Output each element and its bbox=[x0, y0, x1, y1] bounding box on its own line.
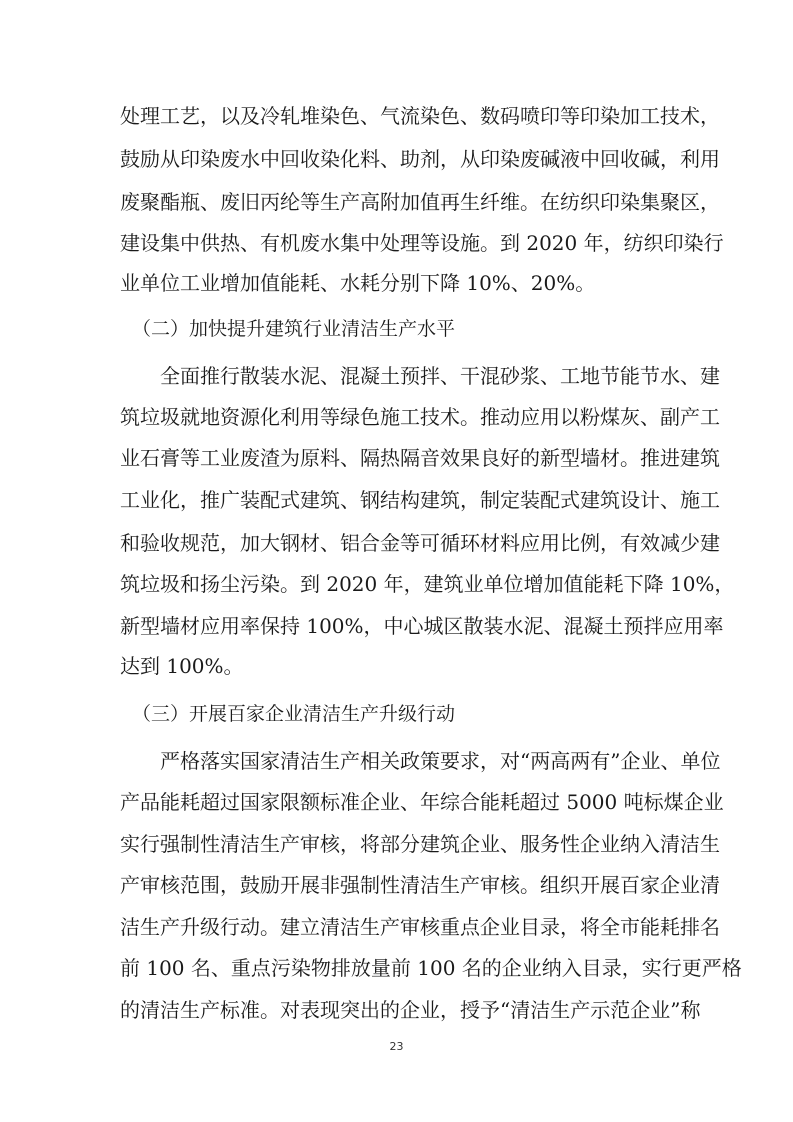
section-heading: （三）开展百家企业清洁生产升级行动 bbox=[132, 703, 456, 725]
paragraph-line: 业石膏等工业废渣为原料、隔热隔音效果良好的新型墙材。推进建筑 bbox=[120, 446, 720, 470]
paragraph-line: 工业化，推广装配式建筑、钢结构建筑，制定装配式建筑设计、施工 bbox=[120, 488, 720, 512]
paragraph-line: 处理工艺，以及冷轧堆染色、气流染色、数码喷印等印染加工技术， bbox=[120, 104, 720, 128]
paragraph-line: 产审核范围，鼓励开展非强制性清洁生产审核。组织开展百家企业清 bbox=[120, 873, 720, 897]
paragraph-line: 严格落实国家清洁生产相关政策要求，对“两高两有”企业、单位 bbox=[160, 749, 721, 773]
page-number: 23 bbox=[389, 1040, 404, 1053]
paragraph-line: 和验收规范，加大钢材、铝合金等可循环材料应用比例，有效减少建 bbox=[120, 531, 720, 555]
paragraph-line: 建设集中供热、有机废水集中处理等设施。到 2020 年，纺织印染行 bbox=[120, 231, 724, 255]
paragraph-line: 新型墙材应用率保持 100%，中心城区散装水泥、混凝土预拌应用率 bbox=[120, 614, 724, 638]
paragraph-line: 业单位工业增加值能耗、水耗分别下降 10%、20%。 bbox=[120, 271, 596, 295]
paragraph-line: 筑垃圾就地资源化利用等绿色施工技术。推动应用以粉煤灰、副产工 bbox=[120, 405, 720, 429]
paragraph-line: 产品能耗超过国家限额标准企业、年综合能耗超过 5000 吨标煤企业 bbox=[120, 790, 724, 814]
paragraph-line: 废聚酯瓶、废旧丙纶等生产高附加值再生纤维。在纺织印染集聚区， bbox=[120, 190, 720, 214]
paragraph-line: 洁生产升级行动。建立清洁生产审核重点企业目录，将全市能耗排名 bbox=[120, 915, 720, 939]
paragraph-line: 的清洁生产标准。对表现突出的企业，授予“清洁生产示范企业”称 bbox=[120, 998, 701, 1022]
paragraph-line: 达到 100%。 bbox=[120, 654, 244, 678]
paragraph-line: 鼓励从印染废水中回收染化料、助剂，从印染废碱液中回收碱，利用 bbox=[120, 147, 720, 171]
paragraph-line: 实行强制性清洁生产审核，将部分建筑企业、服务性企业纳入清洁生 bbox=[120, 832, 720, 856]
paragraph-line: 筑垃圾和扬尘污染。到 2020 年，建筑业单位增加值能耗下降 10%， bbox=[120, 572, 735, 596]
section-heading: （二）加快提升建筑行业清洁生产水平 bbox=[132, 318, 456, 340]
paragraph-line: 全面推行散装水泥、混凝土预拌、干混砂浆、工地节能节水、建 bbox=[160, 364, 720, 388]
paragraph-line: 前 100 名、重点污染物排放量前 100 名的企业纳入目录，实行更严格 bbox=[120, 956, 742, 980]
